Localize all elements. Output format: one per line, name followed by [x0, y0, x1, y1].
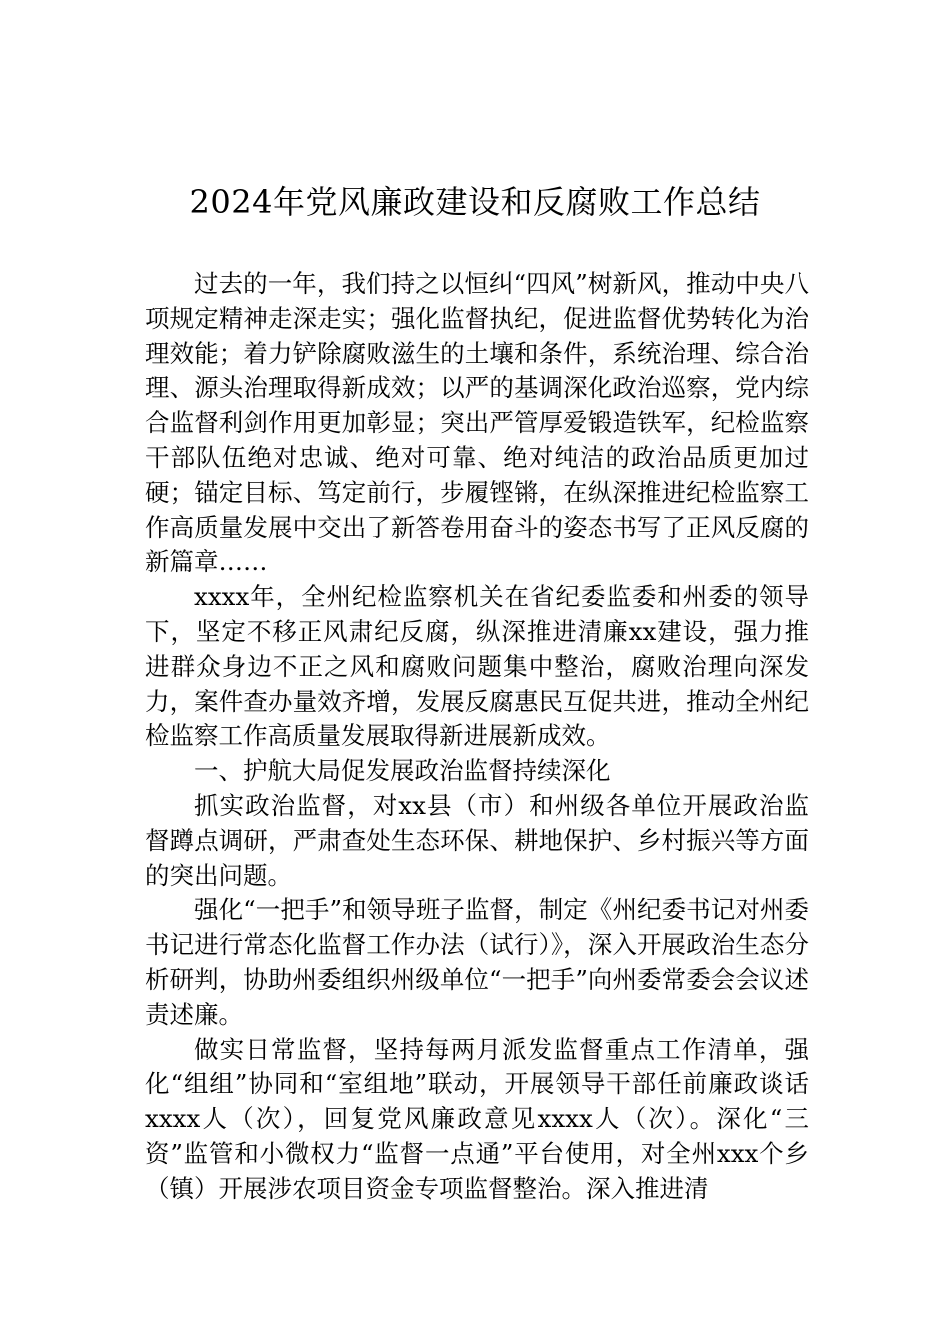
paragraph-daily-supervision: 做实日常监督，坚持每两月派发监督重点工作清单，强化“组组”协同和“室组地”联动，开展领导干部任前廉政谈话xxxx人（次），回复党风廉政意见xxxx人（次）。深化“三资”监管和小微权力“监督一点通”平台使用，对全州xxx个乡（镇）开展涉农项目资金专项监督整治。深入推进清 — [145, 1034, 809, 1203]
paragraph-leader-supervision: 强化“一把手”和领导班子监督，制定《州纪委书记对州委书记进行常态化监督工作办法（试行）》，深入开展政治生态分析研判，协助州委组织州级单位“一把手”向州委常委会会议述责述廉。 — [145, 895, 809, 1029]
document-title: 2024年党风廉政建设和反腐败工作总结 — [189, 183, 761, 221]
document-body — [145, 267, 809, 1207]
paragraph-intro: 过去的一年，我们持之以恒纠“四风”树新风，推动中央八项规定精神走深走实；强化监督执纪，促进监督优势转化为治理效能；着力铲除腐败滋生的土壤和条件，系统治理、综合治理、源头治理取得新成效；以严的基调深化政治巡察，党内综合监督利剑作用更加彰显；突出严管厚爱锻造铁军，纪检监察干部队伍绝对忠诚、绝对可靠、绝对纯洁的政治品质更加过硬；锚定目标、笃定前行，步履铿锵，在纵深推进纪检监察工作高质量发展中交出了新答卷用奋斗的姿态书写了正风反腐的新篇章…… — [145, 269, 809, 577]
paragraph-political-supervision: 抓实政治监督，对xx县（市）和州级各单位开展政治监督蹲点调研，严肃查处生态环保、耕地保护、乡村振兴等方面的突出问题。 — [145, 790, 809, 890]
section-heading-1: 一、护航大局促发展政治监督持续深化 — [194, 756, 611, 786]
paragraph-overview: xxxx年，全州纪检监察机关在省纪委监委和州委的领导下，坚定不移正风肃纪反腐，纵深推进清廉xx建设，强力推进群众身边不正之风和腐败问题集中整治，腐败治理向深发力，案件查办量效齐增，发展反腐惠民互促共进，推动全州纪检监察工作高质量发展取得新进展新成效。 — [145, 582, 809, 751]
